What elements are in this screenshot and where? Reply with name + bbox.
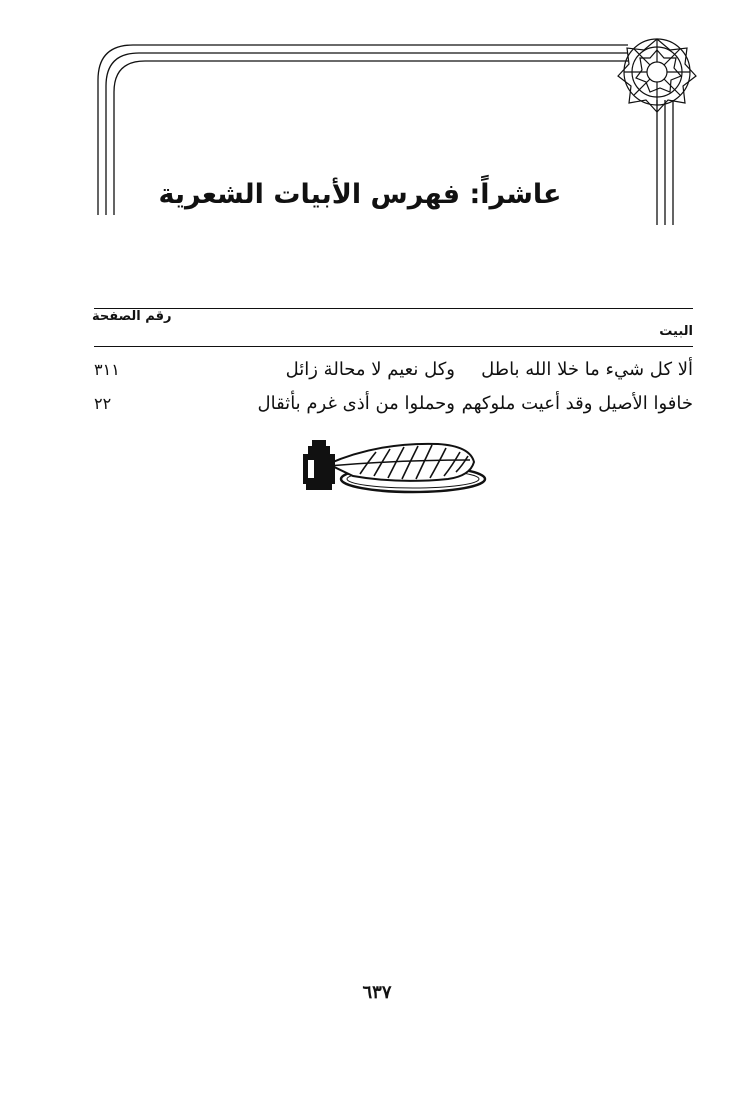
page-number-column-header: رقم الصفحة (92, 309, 172, 324)
verse-page-number: ٢٢ (94, 394, 112, 413)
table-top-rule (94, 308, 693, 309)
verse-row (94, 353, 693, 387)
verse-row (94, 387, 693, 421)
verse-column-header: البيت (659, 324, 693, 339)
first-hemistich: خافوا الأصيل وقد أعيت ملوكهم (461, 393, 693, 414)
quill-inkwell-icon (298, 434, 493, 499)
second-hemistich: وحملوا من أذى غرم بأثقال (257, 393, 455, 414)
second-hemistich: وكل نعيم لا محالة زائل (285, 359, 455, 380)
page-number: ٦٣٧ (362, 982, 392, 1003)
rosette-ornament-icon (618, 39, 696, 112)
first-hemistich: ألا كل شيء ما خلا الله باطل (481, 359, 693, 380)
chapter-title: عاشراً: فهرس الأبيات الشعرية (158, 179, 562, 210)
verse-page-number: ٣١١ (94, 360, 120, 379)
table-header-rule (94, 346, 693, 347)
